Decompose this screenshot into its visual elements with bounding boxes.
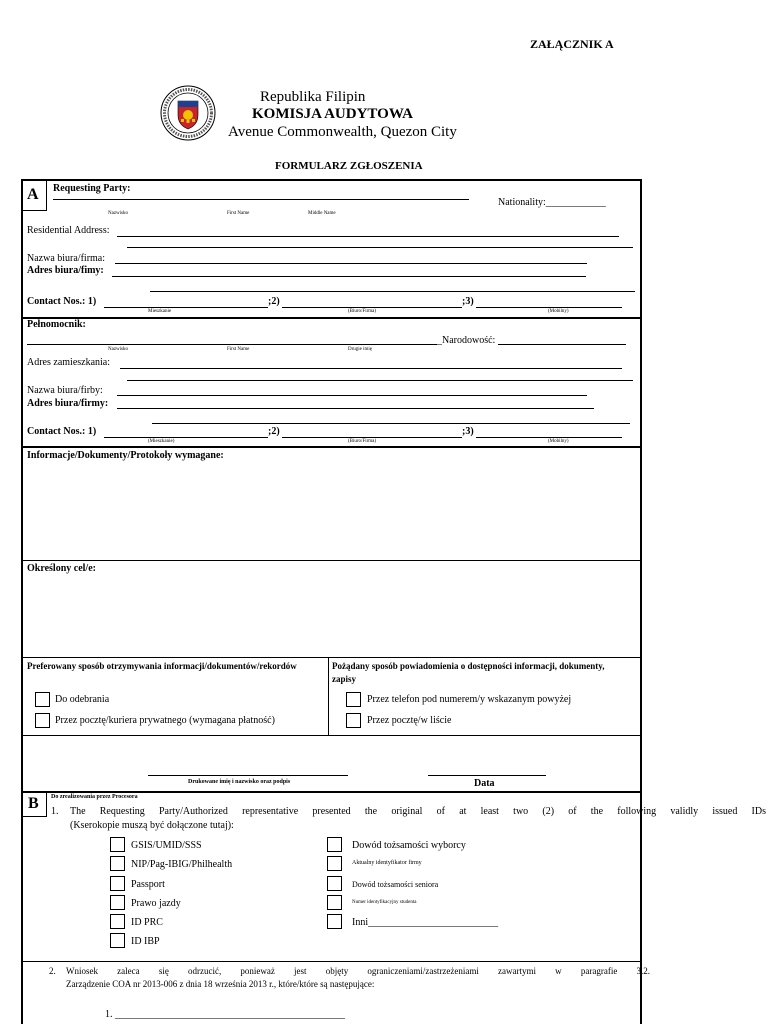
sub-last-name: Nazwisko [108, 211, 128, 216]
id-company-label: Aktualny identyfikator firmy [352, 860, 422, 866]
residential-address-label: Residential Address: [27, 225, 110, 236]
signature-field[interactable] [148, 775, 348, 776]
section-b-letter: B [28, 795, 39, 812]
courier-checkbox[interactable] [35, 713, 50, 728]
rep-sub-home: (Mieszkanie) [148, 439, 175, 444]
office-name-field[interactable] [115, 263, 587, 264]
office-address-field[interactable] [112, 276, 586, 277]
processor-label: Do zrealizowania przez Procesora [51, 794, 138, 800]
contact-3-label: ;3) [462, 296, 474, 307]
id-senior-checkbox[interactable] [327, 876, 342, 891]
residential-address-field[interactable] [117, 236, 619, 237]
representative-nationality-label: _Narodowość: [437, 335, 496, 346]
item2-line1: Wniosek zaleca się odrzucić, ponieważ jest objęty ograniczeniami/zastrzeżeniami zawartymi w paragrafie 3.2. [66, 966, 650, 976]
header-address: Avenue Commonwealth, Quezon City [228, 124, 457, 140]
divider-signature [21, 735, 642, 736]
office-address-label: Adres biura/fimy: [27, 265, 104, 276]
id-gsis-checkbox[interactable] [110, 837, 125, 852]
divider-info [21, 446, 642, 448]
id-student-checkbox[interactable] [327, 895, 342, 910]
pickup-checkbox[interactable] [35, 692, 50, 707]
rep-sub-mobile: (Mobilny) [548, 439, 569, 444]
requesting-party-label: Requesting Party: [53, 183, 131, 194]
date-label: Data [474, 778, 495, 789]
phone-notify-label: Przez telefon pod numerem/y wskazanym powyżej [367, 694, 572, 705]
purpose-label: Określony cel/e: [27, 563, 96, 574]
rep-office-address-label: Adres biura/firmy: [27, 398, 109, 409]
id-ibp-label: ID IBP [131, 936, 160, 947]
id-passport-checkbox[interactable] [110, 876, 125, 891]
id-tin-label: NIP/Pag-IBIG/Philhealth [131, 859, 233, 870]
representative-nationality-field[interactable] [498, 344, 626, 345]
nationality-field[interactable]: Nationality:____________ [498, 197, 606, 208]
rep-contact-3-field[interactable] [476, 437, 622, 438]
residential-address-field-2[interactable] [127, 247, 633, 248]
id-passport-label: Passport [131, 879, 165, 890]
rep-office-name-label: Nazwa biura/firby: [27, 385, 103, 396]
item2-number: 2. [49, 966, 56, 976]
rep-residential-label: Adres zamieszkania: [27, 357, 111, 368]
id-drivers-license-checkbox[interactable] [110, 895, 125, 910]
notify-mode-label: Pożądany sposób powiadomienia o dostępności informacji, dokumenty, zapisy [332, 661, 605, 684]
rep-sub-office: (Biuro/Firma) [348, 439, 377, 444]
id-drivers-license-label: Prawo jazdy [131, 898, 181, 909]
rep-office-address-field-2[interactable] [152, 423, 630, 424]
representative-name-field[interactable] [27, 344, 437, 345]
id-voter-checkbox[interactable] [327, 837, 342, 852]
courier-label: Przez pocztę/kuriera prywatnego (wymagana płatność) [55, 715, 275, 726]
id-student-label: Numer identyfikacyjny studenta [352, 900, 417, 905]
id-senior-label: Dowód tożsamości seniora [352, 880, 439, 889]
rep-sub-middle-name: Drugie imię [348, 347, 373, 352]
contact-label: Contact Nos.: 1) [27, 296, 97, 307]
office-address-field-2[interactable] [150, 291, 635, 292]
representative-label: Pełnomocnik: [27, 319, 86, 330]
rep-residential-field-2[interactable] [127, 380, 633, 381]
mail-notify-checkbox[interactable] [346, 713, 361, 728]
id-ibp-checkbox[interactable] [110, 933, 125, 948]
contact-1-field[interactable] [104, 307, 268, 308]
id-tin-checkbox[interactable] [110, 856, 125, 871]
item2-line2: Zarządzenie COA nr 2013-006 z dnia 18 września 2013 r., które/które są następujące: [66, 979, 375, 989]
divider-representative [21, 317, 642, 319]
rep-contact-2-field[interactable] [282, 437, 462, 438]
contact-2-label: ;2) [268, 296, 280, 307]
item1-line1: The Requesting Party/Authorized representative presented the original of at least two (2) of the following validly issued IDs [70, 806, 766, 817]
sub-mobile: (Mobilny) [548, 309, 569, 314]
header-country: Republika Filipin [260, 89, 366, 105]
restriction-item-1[interactable]: 1. ______________________________________________ [105, 1009, 345, 1020]
preferred-mode-label: Preferowany sposób otrzymywania informacji/dokumentów/rekordów [27, 661, 297, 671]
divider-modes [21, 657, 642, 658]
item1-line2: (Kserokopie muszą być dołączone tutaj): [70, 820, 234, 831]
rep-contact-1-field[interactable] [104, 437, 268, 438]
id-prc-label: ID PRC [131, 917, 163, 928]
id-other-label: Inni__________________________ [352, 917, 499, 928]
form-title: FORMULARZ ZGŁOSZENIA [275, 160, 423, 172]
id-voter-label: Dowód tożsamości wyborcy [352, 840, 466, 851]
signature-label: Drukowane imię i nazwisko oraz podpis [188, 779, 291, 785]
divider-purpose [21, 560, 642, 561]
rep-office-name-field[interactable] [117, 395, 587, 396]
rep-residential-field[interactable] [120, 368, 622, 369]
sub-office: (Biuro/Firma) [348, 309, 377, 314]
purpose-area[interactable] [23, 577, 640, 655]
header-agency: KOMISJA AUDYTOWA [252, 106, 414, 122]
annex-label: ZAŁĄCZNIK A [530, 37, 614, 51]
date-field[interactable] [428, 775, 546, 776]
office-name-label: Nazwa biura/firma: [27, 253, 106, 264]
rep-office-address-field[interactable] [117, 408, 594, 409]
id-prc-checkbox[interactable] [110, 914, 125, 929]
mail-notify-label: Przez pocztę/w liście [367, 715, 452, 726]
id-company-checkbox[interactable] [327, 856, 342, 871]
rep-sub-first-name: First Name [227, 347, 250, 352]
rep-contact-label: Contact Nos.: 1) [27, 426, 97, 437]
info-required-area[interactable] [23, 464, 640, 559]
section-a-letter: A [27, 186, 39, 203]
id-gsis-label: GSIS/UMID/SSS [131, 840, 202, 851]
requesting-party-name-field[interactable] [53, 199, 469, 200]
id-other-checkbox[interactable] [327, 914, 342, 929]
sub-middle-name: Middle Name [308, 211, 336, 216]
divider-item2 [21, 961, 642, 962]
phone-notify-checkbox[interactable] [346, 692, 361, 707]
rep-contact-2-label: ;2) [268, 426, 280, 437]
item1-number: 1. [51, 806, 59, 817]
sub-first-name: First Name [227, 211, 250, 216]
info-required-label: Informacje/Dokumenty/Protokoły wymagane: [27, 450, 224, 461]
contact-2-field[interactable] [282, 307, 462, 308]
coa-seal-icon [160, 85, 216, 141]
sub-home: Mieszkanie [148, 309, 172, 314]
rep-sub-last-name: Nazwisko [108, 347, 128, 352]
rep-contact-3-label: ;3) [462, 426, 474, 437]
contact-3-field[interactable] [476, 307, 622, 308]
pickup-label: Do odebrania [55, 694, 110, 705]
